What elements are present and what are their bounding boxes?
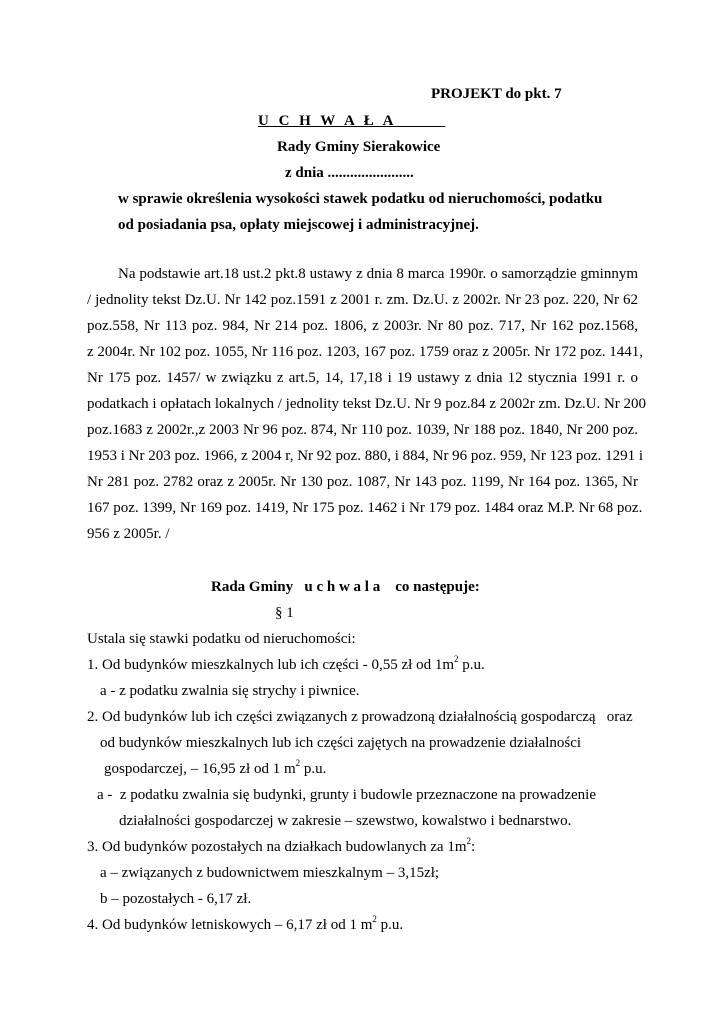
- subject-line-1: w sprawie określenia wysokości stawek podatku od nieruchomości, podatku: [118, 191, 603, 207]
- item-2-superscript: 2: [295, 758, 301, 768]
- item-2-line-3: [104, 758, 327, 778]
- preamble-line: podatkach i opłatach lokalnych / jednolity tekst Dz.U. Nr 9 poz.84 z 2002r zm. Dz.U. Nr 200: [87, 396, 647, 412]
- item-3b: b – pozostałych - 6,17 zł.: [100, 891, 252, 907]
- item-1-superscript: 2: [454, 654, 459, 664]
- item-1-tail: p.u.: [458, 657, 485, 673]
- resolution-date: z dnia .......................: [285, 165, 414, 181]
- resolution-heading: Rada Gminy u c h w a l a co następuje:: [211, 579, 480, 595]
- item-4-text: 4. Od budynków letniskowych – 6,17 zł od 1 m: [87, 917, 373, 933]
- item-1-text: 1. Od budynków mieszkalnych lub ich części - 0,55 zł od 1m: [87, 657, 455, 673]
- item-2a-line-1: a - z podatku zwalnia się budynki, grunty i budowle przeznaczone na prowadzenie: [97, 787, 596, 803]
- item-1: [87, 654, 485, 674]
- item-3-text: 3. Od budynków pozostałych na działkach budowlanych za 1m: [87, 839, 467, 855]
- item-4-superscript: 2: [372, 914, 377, 924]
- preamble-line: 1953 i Nr 203 poz. 1966, z 2004 r, Nr 92 poz. 880, i 884, Nr 96 poz. 959, Nr 123 poz. 1291 i: [87, 448, 643, 464]
- subject-line-2: od posiadania psa, opłaty miejscowej i administracyjnej.: [118, 217, 479, 233]
- section-mark: § 1: [275, 605, 294, 621]
- item-2-text: gospodarczej, – 16,95 zł od 1 m: [104, 761, 296, 777]
- draft-label: PROJEKT do pkt. 7: [431, 86, 562, 102]
- item-2-line-2: od budynków mieszkalnych lub ich części zajętych na prowadzenie działalności: [100, 735, 582, 751]
- preamble-line: Nr 175 poz. 1457/ w związku z art.5, 14, 17,18 i 19 ustawy z dnia 12 stycznia 1991 r. o: [87, 370, 638, 386]
- item-4-tail: p.u.: [376, 917, 404, 933]
- preamble-line: / jednolity tekst Dz.U. Nr 142 poz.1591 z 2001 r. zm. Dz.U. z 2002r. Nr 23 poz. 220, Nr 62: [87, 292, 638, 308]
- item-2a-line-2: działalności gospodarczej w zakresie – szewstwo, kowalstwo i bednarstwo.: [119, 813, 572, 829]
- item-2-tail: p.u.: [300, 761, 327, 777]
- rates-intro: Ustala się stawki podatku od nieruchomości:: [87, 631, 356, 647]
- item-1a: a - z podatku zwalnia się strychy i piwnice.: [100, 683, 360, 699]
- preamble-line: poz.558, Nr 113 poz. 984, Nr 214 poz. 1806, z 2003r. Nr 80 poz. 717, Nr 162 poz.1568,: [87, 318, 638, 334]
- preamble-line: 956 z 2005r. /: [87, 526, 170, 542]
- preamble-line: 167 poz. 1399, Nr 169 poz. 1419, Nr 175 poz. 1462 i Nr 179 poz. 1484 oraz M.P. Nr 68 poz.: [87, 500, 643, 516]
- title-underline: [396, 113, 445, 129]
- preamble-line: Na podstawie art.18 ust.2 pkt.8 ustawy z dnia 8 marca 1990r. o samorządzie gminnym: [118, 266, 638, 282]
- preamble-line: z 2004r. Nr 102 poz. 1055, Nr 116 poz. 1203, 167 poz. 1759 oraz z 2005r. Nr 172 poz. 1441,: [87, 344, 644, 360]
- item-4: [87, 914, 404, 934]
- council-name: Rady Gminy Sierakowice: [277, 139, 441, 155]
- item-2-line-1: 2. Od budynków lub ich części związanych z prowadzoną działalnością gospodarczą oraz: [87, 709, 633, 725]
- document-type-title: [258, 113, 445, 130]
- preamble-line: poz.1683 z 2002r.,z 2003 Nr 96 poz. 874, Nr 110 poz. 1039, Nr 188 poz. 1840, Nr 200 poz.: [87, 422, 638, 438]
- uchwala-title: U C H W A Ł A: [258, 113, 397, 129]
- preamble-line: Nr 281 poz. 2782 oraz z 2005r. Nr 130 poz. 1087, Nr 143 poz. 1199, Nr 164 poz. 1365, Nr: [87, 474, 638, 490]
- item-3-superscript: 2: [466, 836, 471, 846]
- item-3: [87, 836, 476, 856]
- item-3-tail: :: [470, 839, 476, 855]
- item-3a: a – związanych z budownictwem mieszkalnym – 3,15zł;: [100, 865, 440, 881]
